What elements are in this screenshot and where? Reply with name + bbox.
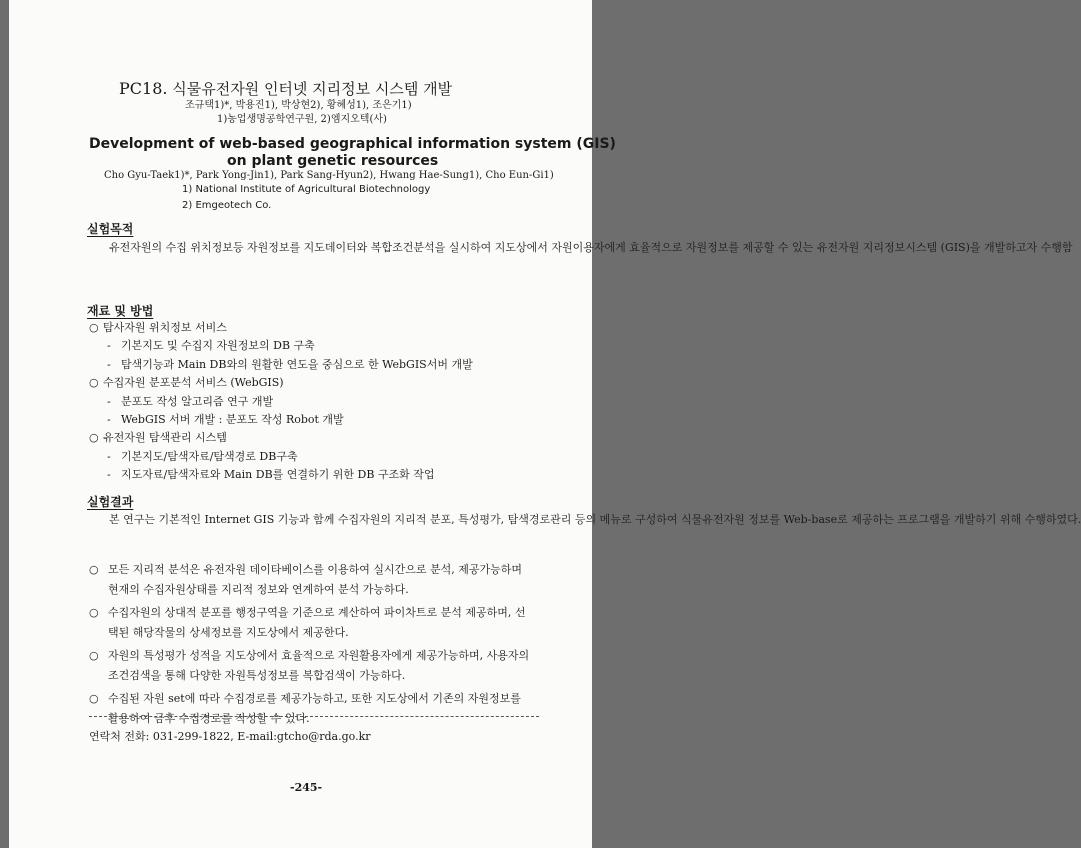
methods-item: - 기본지도 및 수집지 자원정보의 DB 구축: [107, 339, 315, 353]
results-item: ○ 자원의 특성평가 성적을 지도상에서 효율적으로 자원활용자에게 제공가능하며, 사용자의 조건검색을 통해 다양한 자원특성정보를 복합검색이 가능하다.: [89, 649, 530, 682]
authors-en: Cho Gyu-Taek1)*, Park Yong-Jin1), Park Sang-Hyun2), Hwang Hae-Sung1), Cho Eun-Gi1): [104, 170, 554, 181]
objective-heading: 실험목적: [87, 222, 134, 236]
results-item: ○ 모든 지리적 분석은 유전자원 데이타베이스를 이용하여 실시간으로 분석, 제공가능하며 현재의 수집자원상태를 지리적 정보와 연계하여 분석 가능하다.: [89, 563, 523, 596]
paper-page: [9, 0, 1081, 848]
affiliation-en-2: 2) Emgeotech Co.: [182, 200, 272, 211]
affiliation-en-1: 1) National Institute of Agricultural Biotechnology: [182, 184, 431, 195]
contact-info: 연락처 전화: 031-299-1822, E-mail:gtcho@rda.go.kr: [89, 730, 371, 743]
methods-heading: 재료 및 방법: [87, 304, 154, 318]
results-item: ○ 수집된 자원 set에 따라 수집경로를 제공가능하고, 또한 지도상에서 기존의 자원정보를 활용하여 금후 수집경로를 작성할 수 있다.: [89, 692, 521, 725]
methods-list: [89, 319, 473, 485]
results-heading: 실험결과: [87, 495, 134, 509]
title-ko-text: 식물유전자원 인터넷 지리정보 시스템 개발: [172, 80, 453, 98]
results-intro: 본 연구는 기본적인 Internet GIS 기능과 함께 수집자원의 지리적 분포, 특성평가, 탐색경로관리 등의 메뉴로 구성하여 식물유전자원 정보를 Web-base로 제공하는 프로그램을 개발하기 위해 수행하였다.: [109, 513, 1081, 526]
methods-item: - 지도자료/탐색자료와 Main DB를 연결하기 위한 DB 구조화 작업: [107, 468, 435, 482]
dashed-divider: [89, 716, 539, 717]
results-list: [89, 560, 531, 732]
paper-code: PC18.: [119, 79, 168, 98]
methods-item: ○ 탐사자원 위치정보 서비스: [89, 321, 227, 334]
objective-text: 유전자원의 수집 위치정보등 자원정보를 지도데이터와 복합조건분석을 실시하여 지도상에서 자원이용자에게 효율적으로 자원정보를 제공할 수 있는 유전자원 지리정보시스템 (GIS)을 개발하고자 수행함: [109, 241, 1073, 254]
methods-item: - 기본지도/탐색자료/탐색경로 DB구축: [107, 449, 298, 463]
methods-item: - WebGIS 서버 개발 : 분포도 작성 Robot 개발: [107, 412, 344, 426]
methods-item: - 분포도 작성 알고리즘 연구 개발: [107, 394, 274, 408]
methods-item: - 탐색기능과 Main DB와의 원활한 연도을 중심으로 한 WebGIS서버 개발: [107, 357, 473, 371]
methods-item: ○ 수집자원 분포분석 서비스 (WebGIS): [89, 376, 284, 390]
title-en-line2: on plant genetic resources: [227, 153, 439, 169]
results-item: ○ 수집자원의 상대적 분포를 행정구역을 기준으로 계산하여 파이차트로 분석 제공하며, 선택된 해당작물의 상세정보를 지도상에서 제공한다.: [89, 606, 526, 639]
authors-ko: 조규택1)*, 박용진1), 박상현2), 황혜성1), 조은기1): [185, 100, 412, 111]
title-en-line1: Development of web-based geographical information system (GIS): [89, 136, 616, 152]
methods-item: ○ 유전자원 탐색관리 시스템: [89, 431, 227, 445]
page-number: -245-: [290, 781, 323, 794]
affiliation-ko: 1)농업생명공학연구원, 2)엠지오텍(사): [217, 114, 387, 125]
